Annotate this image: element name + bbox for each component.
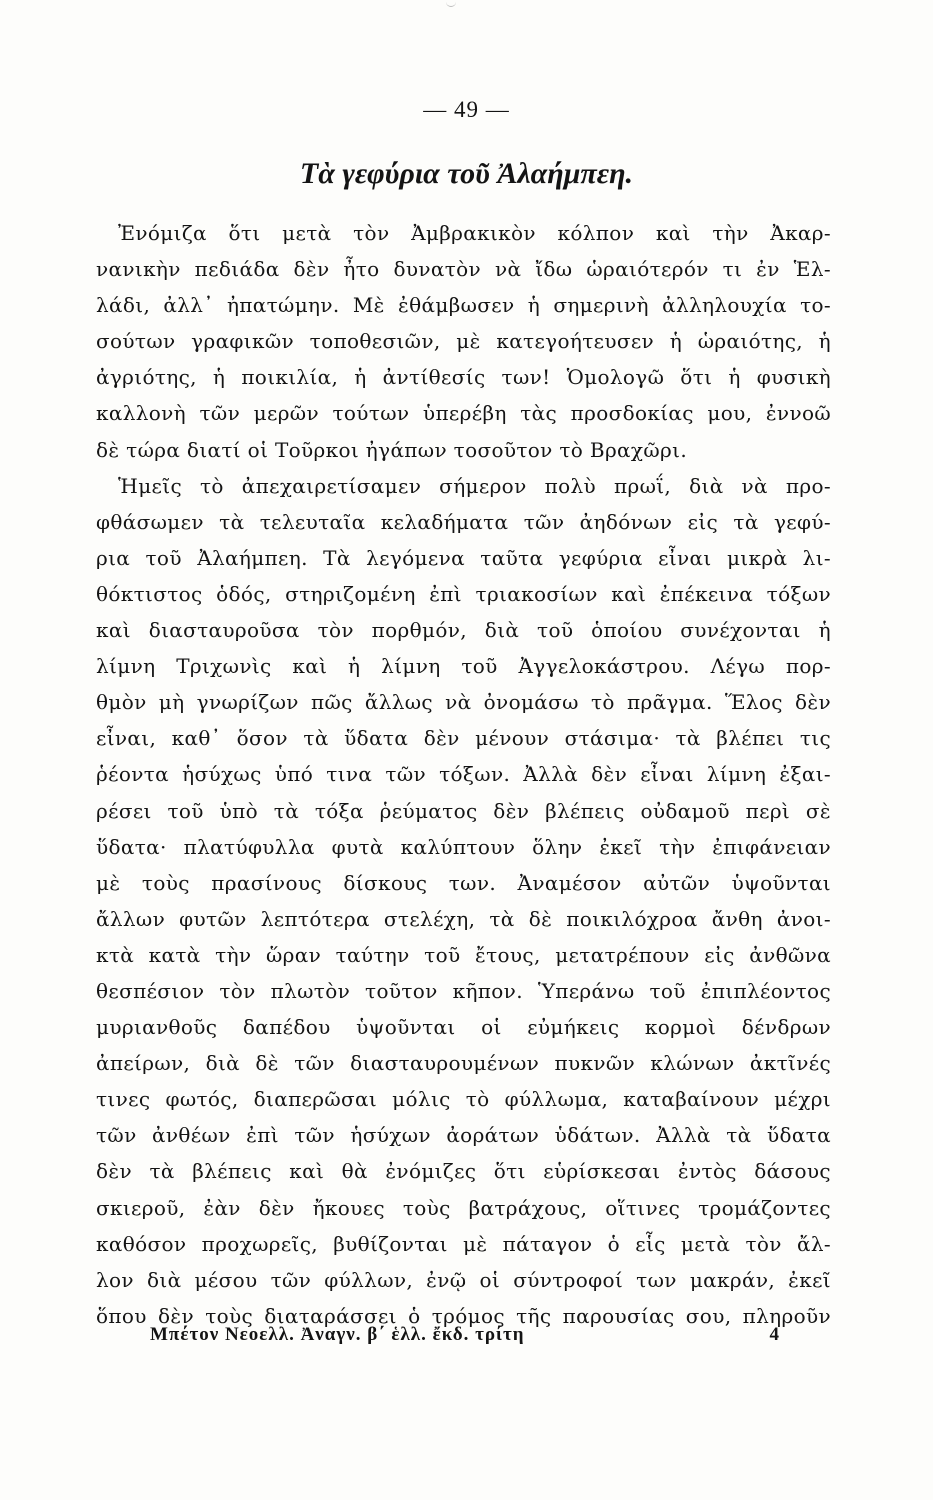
text-line: θμὸν μὴ γνωρίζων πῶς ἄλλως νὰ ὀνομάσω τὸ πρᾶγμα. Ἕλος δὲν <box>96 690 831 715</box>
text-line: τῶν ἀνθέων ἐπὶ τῶν ἡσύχων ἀοράτων ὑδάτων. Ἀλλὰ τὰ ὕδατα <box>96 1123 831 1148</box>
text-line: Ἡμεῖς τὸ ἀπεχαιρετίσαμεν σήμερον πολὺ πρωΐ, διὰ νὰ προ- <box>118 473 831 498</box>
text-line: καθόσον προχωρεῖς, βυθίζονται μὲ πάταγον ὁ εἷς μετὰ τὸν ἄλ- <box>96 1231 831 1256</box>
text-line: εἶναι, καθ᾽ ὅσον τὰ ὕδατα δὲν μένουν στάσιμα· τὰ βλέπει τις <box>96 726 831 751</box>
text-line: τινες φωτός, διαπερῶσαι μόλις τὸ φύλλωμα, καταβαίνουν μέχρι <box>96 1087 831 1112</box>
text-line: ἀγριότης, ἡ ποικιλία, ἡ ἀντίθεσίς των! Ὁμολογῶ ὅτι ἡ φυσικὴ <box>96 365 831 390</box>
footer-signature-line <box>150 1324 780 1346</box>
text-line: ὅπου δὲν τοὺς διαταράσσει ὁ τρόμος τῆς παρουσίας σου, πληροῦν <box>96 1303 831 1328</box>
text-line: θεσπέσιον τὸν πλωτὸν τοῦτον κῆπον. Ὑπεράνω τοῦ ἐπιπλέοντος <box>96 978 831 1003</box>
chapter-title: Τὰ γεφύρια τοῦ Ἀλαήμπεη. <box>299 157 634 190</box>
text-line: νανικὴν πεδιάδα δὲν ἦτο δυνατὸν νὰ ἴδω ὡραιότερόν τι ἐν Ἑλ- <box>96 257 831 282</box>
text-line: μὲ τοὺς πρασίνους δίσκους των. Ἀναμέσον αὐτῶν ὑψοῦνται <box>96 870 831 895</box>
text-line: ῥέοντα ἡσύχως ὑπό τινα τῶν τόξων. Ἀλλὰ δὲν εἶναι λίμνη ἐξαι- <box>96 762 831 787</box>
footer-book-title: Μπέτον Νεοελλ. Ἀναγν. β΄ ἑλλ. ἔκδ. τρίτη <box>150 1324 525 1345</box>
text-line: ρια τοῦ Ἀλαήμπεη. Τὰ λεγόμενα ταῦτα γεφύρια εἶναι μικρὰ λι- <box>96 545 831 570</box>
text-line: λίμνη Τριχωνὶς καὶ ἡ λίμνη τοῦ Ἀγγελοκάστρου. Λέγω πορ- <box>96 654 831 679</box>
page-number: — 49 — <box>423 97 510 122</box>
footer-signature-number: 4 <box>769 1324 780 1345</box>
text-line: λάδι, ἀλλ᾽ ἠπατώμην. Μὲ ἐθάμβωσεν ἡ σημερινὴ ἀλληλουχία το- <box>96 293 831 318</box>
text-line: καὶ διασταυροῦσα τὸν πορθμόν, διὰ τοῦ ὁποίου συνέχονται ἡ <box>96 618 831 643</box>
text-line: ἀπείρων, διὰ δὲ τῶν διασταυρουμένων πυκνῶν κλώνων ἀκτῖνές <box>96 1051 831 1076</box>
text-line: καλλονὴ τῶν μερῶν τούτων ὑπερέβη τὰς προσδοκίας μου, ἐννοῶ <box>96 401 831 426</box>
text-line: ἄλλων φυτῶν λεπτότερα στελέχη, τὰ δὲ ποικιλόχροα ἄνθη ἀνοι- <box>96 906 831 931</box>
text-line: μυριανθοῦς δαπέδου ὑψοῦνται οἱ εὐμήκεις κορμοὶ δένδρων <box>96 1015 831 1040</box>
text-line: σκιεροῦ, ἐὰν δὲν ἤκουες τοὺς βατράχους, οἵτινες τρομάζοντες <box>96 1195 831 1220</box>
text-line: κτὰ κατὰ τὴν ὥραν ταύτην τοῦ ἔτους, μετατρέπουν εἰς ἀνθῶνα <box>96 942 831 967</box>
body-text <box>96 215 831 1334</box>
text-line: δὲ τώρα διατί οἱ Τοῦρκοι ἠγάπων τοσοῦτον τὸ Βραχῶρι. <box>96 437 688 462</box>
text-line: Ἐνόμιζα ὅτι μετὰ τὸν Ἀμβρακικὸν κόλπον καὶ τὴν Ἀκαρ- <box>118 221 831 245</box>
text-line: φθάσωμεν τὰ τελευταῖα κελαδήματα τῶν ἀηδόνων εἰς τὰ γεφύ- <box>96 509 831 534</box>
text-line: ὕδατα· πλατύφυλλα φυτὰ καλύπτουν ὅλην ἐκεῖ τὴν ἐπιφάνειαν <box>96 834 831 859</box>
text-line: λον διὰ μέσου τῶν φύλλων, ἐνῷ οἱ σύντροφοί των μακράν, ἐκεῖ <box>96 1267 831 1292</box>
page-top-mark <box>446 0 456 7</box>
text-line: σούτων γραφικῶν τοποθεσιῶν, μὲ κατεγοήτευσεν ἡ ὡραιότης, ἡ <box>96 329 831 354</box>
text-line: ρέσει τοῦ ὑπὸ τὰ τόξα ῥεύματος δὲν βλέπεις οὐδαμοῦ περὶ σὲ <box>96 798 831 823</box>
text-line: θόκτιστος ὁδός, στηριζομένη ἐπὶ τριακοσίων καὶ ἐπέκεινα τόξων <box>96 581 831 606</box>
text-line: δὲν τὰ βλέπεις καὶ θὰ ἐνόμιζες ὅτι εὑρίσκεσαι ἐντὸς δάσους <box>96 1159 831 1184</box>
